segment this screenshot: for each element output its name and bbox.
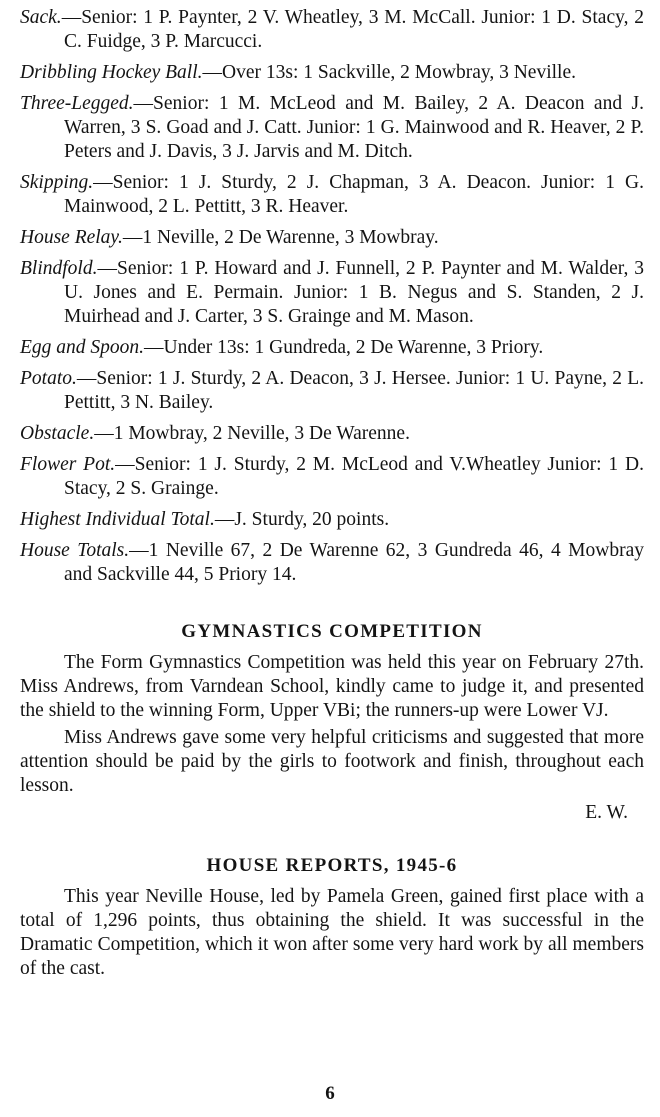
gymnastics-heading: GYMNASTICS COMPETITION — [181, 621, 483, 642]
author-initials: E. W. — [585, 802, 628, 823]
event-name: Sack. — [20, 7, 62, 28]
event-results: —Senior: 1 M. McLeod and M. Bailey, 2 A. Deacon and J. Warren, 3 S. Goad and J. Catt. Junior: 1 G. Mainwood and R. Heaver, 2 P. Peters and J. Davis, 3 J. Jarvis and M. Ditch. — [64, 93, 644, 162]
gymnastics-paragraph: The Form Gymnastics Competition was held this year on February 27th. Miss Andrews, from Varndean School, kindly came to judge it, and presented the shield to the winning Form, Upper VBi; the runners-up were Lower VJ. — [20, 652, 644, 721]
result-entry — [20, 257, 644, 329]
result-entry — [20, 61, 644, 85]
result-entry — [20, 453, 644, 501]
event-results: —Senior: 1 J. Sturdy, 2 J. Chapman, 3 A. Deacon. Junior: 1 G. Mainwood, 2 L. Pettitt, 3 R. Heaver. — [64, 172, 644, 217]
event-name: Flower Pot. — [20, 454, 116, 475]
event-name: Three-Legged. — [20, 93, 134, 114]
event-name: House Totals. — [20, 540, 130, 561]
house-reports-paragraph: This year Neville House, led by Pamela Green, gained first place with a total of 1,296 points, thus obtaining the shield. It was successful in the Dramatic Competition, which it won after some very hard work by all members of the cast. — [20, 886, 644, 979]
event-name: Potato. — [20, 368, 77, 389]
event-results: —Senior: 1 P. Howard and J. Funnell, 2 P. Paynter and M. Walder, 3 U. Jones and E. Permain. Junior: 1 B. Negus and S. Standen, 2 J. Muirhead and J. Carter, 3 S. Grainge and M. Mason. — [64, 258, 644, 327]
result-entry — [20, 367, 644, 415]
event-results: —Under 13s: 1 Gundreda, 2 De Warenne, 3 Priory. — [144, 337, 544, 358]
house-reports-heading: HOUSE REPORTS, 1945-6 — [206, 855, 458, 876]
event-results: —Senior: 1 J. Sturdy, 2 A. Deacon, 3 J. Hersee. Junior: 1 U. Payne, 2 L. Pettitt, 3 N. Bailey. — [64, 368, 644, 413]
event-name: Obstacle. — [20, 423, 95, 444]
gymnastics-section — [20, 619, 644, 825]
result-entry — [20, 336, 644, 360]
event-results: —1 Mowbray, 2 Neville, 3 De Warenne. — [94, 423, 410, 444]
result-entry — [20, 422, 644, 446]
event-results: —J. Sturdy, 20 points. — [214, 509, 390, 530]
result-entry — [20, 6, 644, 54]
event-name: Egg and Spoon. — [20, 337, 145, 358]
event-name: Blindfold. — [20, 258, 98, 279]
event-name: Dribbling Hockey Ball. — [20, 62, 203, 83]
event-results: —1 Neville 67, 2 De Warenne 62, 3 Gundreda 46, 4 Mowbray and Sackville 44, 5 Priory 14. — [64, 540, 644, 585]
result-entry — [20, 508, 644, 532]
result-entry — [20, 171, 644, 219]
result-entry — [20, 92, 644, 164]
page-number: 6 — [325, 1083, 335, 1104]
event-name: Highest Individual Total. — [20, 509, 215, 530]
house-reports-section — [20, 853, 644, 981]
event-name: House Relay. — [20, 227, 123, 248]
event-name: Skipping. — [20, 172, 94, 193]
result-entry — [20, 539, 644, 587]
event-results: —Over 13s: 1 Sackville, 2 Mowbray, 3 Neville. — [202, 62, 576, 83]
sports-results-list — [20, 6, 644, 587]
event-results: —Senior: 1 J. Sturdy, 2 M. McLeod and V.Wheatley Junior: 1 D. Stacy, 2 S. Grainge. — [64, 454, 644, 499]
event-results: —1 Neville, 2 De Warenne, 3 Mowbray. — [122, 227, 439, 248]
result-entry — [20, 226, 644, 250]
event-results: —Senior: 1 P. Paynter, 2 V. Wheatley, 3 M. McCall. Junior: 1 D. Stacy, 2 C. Fuidge, 3 P. Marcucci. — [61, 7, 644, 52]
gymnastics-paragraph: Miss Andrews gave some very helpful criticisms and suggested that more attention should be paid by the girls to footwork and finish, throughout each lesson. — [20, 727, 644, 796]
